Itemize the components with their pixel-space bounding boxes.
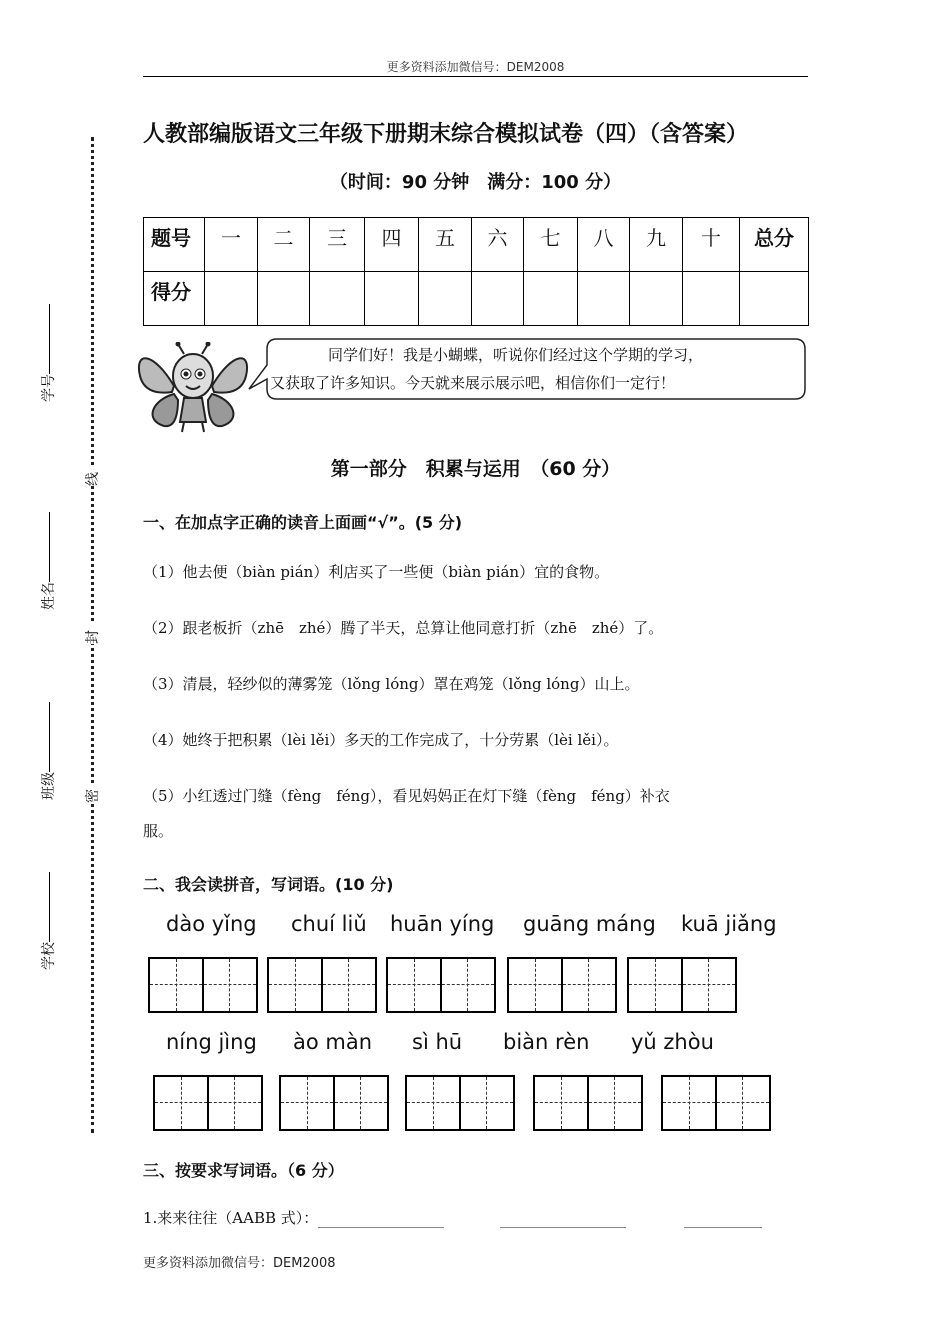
section-heading: 第一部分 积累与运用 （60 分） (330, 458, 621, 480)
score-table-score-row (144, 272, 809, 326)
writing-grid-box[interactable] (627, 957, 737, 1013)
score-table-header-row (144, 218, 809, 272)
class-label: 班级 (41, 772, 57, 800)
score-cell[interactable] (310, 272, 365, 326)
school-field[interactable] (38, 890, 58, 970)
bubble-line-1: 同学们好！我是小蝴蝶，听说你们经过这个学期的学习， (328, 346, 704, 364)
writing-grid-box[interactable] (533, 1075, 643, 1131)
score-cell[interactable] (683, 272, 740, 326)
pinyin-label: biàn rèn (503, 1030, 590, 1054)
score-cell[interactable] (472, 272, 524, 326)
pinyin-label: ào màn (293, 1030, 373, 1054)
answer-blank[interactable] (684, 1209, 762, 1228)
question-3-title: 三、按要求写词语。（6 分） (143, 1161, 344, 1180)
score-table (143, 217, 809, 326)
answer-blank[interactable] (500, 1209, 626, 1228)
pinyin-label: níng jìng (166, 1030, 257, 1054)
name-blank[interactable] (49, 512, 50, 582)
col-4: 四 (365, 218, 419, 272)
question-3-item-1 (143, 1207, 808, 1228)
answer-blank[interactable] (318, 1209, 444, 1228)
score-cell[interactable] (578, 272, 630, 326)
col-total: 总分 (740, 218, 809, 272)
col-1: 一 (205, 218, 258, 272)
pinyin-label: yǔ zhòu (631, 1030, 714, 1054)
col-6: 六 (472, 218, 524, 272)
col-10: 十 (683, 218, 740, 272)
name-field[interactable] (38, 530, 58, 610)
writing-grid-box[interactable] (267, 957, 377, 1013)
page-footer: 更多资料添加微信号：DEM2008 (143, 1256, 336, 1271)
writing-grid-box[interactable] (661, 1075, 771, 1131)
header-rule (143, 76, 808, 77)
butterfly-mascot-icon (134, 342, 252, 434)
col-2: 二 (258, 218, 310, 272)
question-1-item: （2）跟老板折（zhē zhé）腾了半天，总算让他同意打折（zhē zhé）了。 (143, 619, 664, 637)
score-cell[interactable] (630, 272, 683, 326)
school-blank[interactable] (49, 872, 50, 942)
score-cell[interactable] (419, 272, 472, 326)
bubble-line-2: 又获取了许多知识。今天就来展示展示吧，相信你们一定行！ (270, 374, 676, 392)
score-label: 得分 (144, 272, 205, 326)
binding-mark-line: 线 (82, 466, 102, 486)
pinyin-label: guāng máng (523, 912, 656, 936)
score-cell[interactable] (258, 272, 310, 326)
question-1-item: （1）他去便（biàn pián）利店买了一些便（biàn pián）宜的食物。 (143, 563, 610, 581)
page-header: 更多资料添加微信号：DEM2008 (386, 60, 565, 74)
class-blank[interactable] (49, 702, 50, 772)
question-1-item: （5）小红透过门缝（fèng féng），看见妈妈正在灯下缝（fèng féng）补衣 (143, 787, 670, 805)
school-label: 学校 (41, 942, 57, 970)
col-8: 八 (578, 218, 630, 272)
score-cell-total[interactable] (740, 272, 809, 326)
writing-grid-box[interactable] (279, 1075, 389, 1131)
writing-grid-box[interactable] (507, 957, 617, 1013)
pinyin-label: sì hū (412, 1030, 463, 1054)
pinyin-label: huān yíng (390, 912, 495, 936)
student-id-blank[interactable] (49, 304, 50, 374)
pinyin-label: chuí liǔ (291, 912, 367, 936)
binding-mark-secret: 密 (82, 783, 102, 803)
name-label: 姓名 (41, 582, 57, 610)
col-3: 三 (310, 218, 365, 272)
speech-bubble-text (270, 341, 810, 397)
class-field[interactable] (38, 720, 58, 800)
score-cell[interactable] (205, 272, 258, 326)
pinyin-label: kuā jiǎng (681, 912, 777, 936)
question-2-title: 二、我会读拼音，写词语。(10 分) (143, 875, 394, 894)
score-cell[interactable] (524, 272, 578, 326)
student-id-field[interactable] (38, 322, 58, 402)
writing-grid-box[interactable] (153, 1075, 263, 1131)
writing-grid-box[interactable] (405, 1075, 515, 1131)
exam-time-score: （时间：90 分钟 满分：100 分） (329, 172, 622, 193)
question-1-item-continued: 服。 (143, 822, 174, 840)
col-5: 五 (419, 218, 472, 272)
score-cell[interactable] (365, 272, 419, 326)
question-1-title: 一、在加点字正确的读音上面画“√”。(5 分) (143, 513, 463, 532)
pinyin-label: dào yǐng (166, 912, 257, 936)
question-number-label: 题号 (144, 218, 205, 272)
col-9: 九 (630, 218, 683, 272)
question-3-item-1-text: 1.来来往往（AABB 式）： (143, 1209, 319, 1227)
writing-grid-box[interactable] (148, 957, 258, 1013)
question-1-item: （4）她终于把积累（lèi lěi）多天的工作完成了，十分劳累（lèi lěi）。 (143, 731, 619, 749)
writing-grid-box[interactable] (386, 957, 496, 1013)
page-title: 人教部编版语文三年级下册期末综合模拟试卷（四）（含答案） (143, 122, 749, 147)
question-1-item: （3）清晨，轻纱似的薄雾笼（lǒng lóng）罩在鸡笼（lǒng lóng）山上。 (143, 675, 640, 693)
col-7: 七 (524, 218, 578, 272)
student-id-label: 学号 (41, 374, 57, 402)
binding-mark-seal: 封 (82, 624, 102, 644)
